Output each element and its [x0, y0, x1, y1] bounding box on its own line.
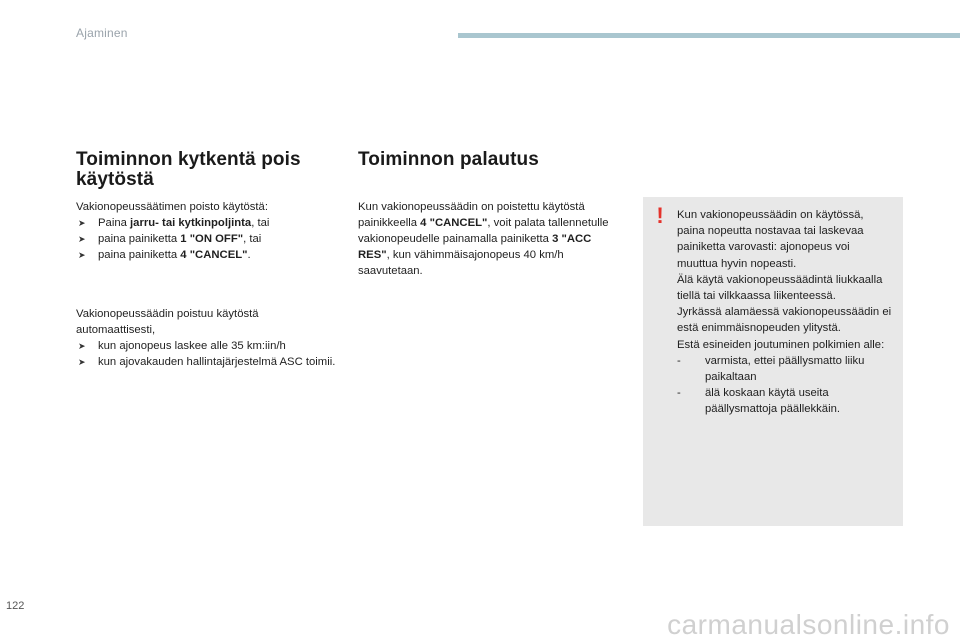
arrow-bullet-icon: ➤	[78, 357, 86, 367]
col1-para2: Vakionopeussäädin poistuu käytöstä automaattisesti,	[76, 308, 259, 336]
list-item: - älä koskaan käytä useita päällysmattoja päällekkäin.	[677, 387, 841, 416]
dash-bullet: -	[677, 387, 681, 400]
arrow-bullet-icon: ➤	[78, 218, 86, 228]
warning-p4: Estä esineiden joutuminen polkimien alle:	[677, 338, 885, 351]
header-section-title: Ajaminen	[76, 26, 128, 40]
warning-text	[677, 207, 892, 418]
list-item: ➤ paina painiketta 4 "CANCEL".	[78, 249, 251, 261]
col1-block-a	[76, 199, 336, 263]
warning-p3: Jyrkässä alamäessä vakionopeussäädin ei estä enimmäisnopeuden ylitystä.	[677, 306, 892, 335]
warning-box	[643, 197, 903, 526]
col1-block-b	[76, 306, 336, 370]
list-item: ➤ kun ajovakauden hallintajärjestelmä ASC toimii.	[78, 356, 336, 368]
list-item: ➤ kun ajonopeus laskee alle 35 km:iin/h	[78, 340, 286, 352]
dash-bullet: -	[677, 354, 681, 367]
list-item: - varmista, ettei päällysmatto liiku paikaltaan	[677, 354, 865, 384]
col2-title: Toiminnon palautus	[358, 149, 539, 170]
list-item: ➤ paina painiketta 1 "ON OFF", tai	[78, 233, 262, 245]
arrow-bullet-icon: ➤	[78, 234, 86, 244]
watermark: carmanualsonline.info	[667, 609, 950, 640]
arrow-bullet-icon: ➤	[78, 250, 86, 260]
header-accent-bar	[458, 33, 960, 38]
list-item: ➤ Paina jarru- tai kytkinpoljinta, tai	[78, 217, 270, 229]
warning-icon: !	[656, 203, 664, 228]
warning-p2: Älä käytä vakionopeussäädintä liukkaalla tiellä tai vilkkaassa liikenteessä.	[677, 273, 883, 303]
col1-intro: Vakionopeussäätimen poisto käytöstä:	[76, 201, 268, 213]
warning-p1: Kun vakionopeussäädin on käytössä, paina nopeutta nostavaa tai laskevaa painiketta varovasti: ajonopeus voi muuttua hyvin nopeasti.	[677, 209, 864, 270]
col1-title: Toiminnon kytkentä pois käytöstä	[76, 149, 301, 190]
arrow-bullet-icon: ➤	[78, 341, 86, 351]
col2-paragraph: Kun vakionopeussäädin on poistettu käytöstä painikkeella 4 "CANCEL", voit palata tallennetulle vakionopeudelle painamalla painiketta 3 "ACC RES", kun vähimmäisajonopeus 40 km/h saavutetaan.	[358, 201, 609, 277]
col2-block	[358, 199, 613, 279]
page-number: 122	[6, 600, 25, 612]
